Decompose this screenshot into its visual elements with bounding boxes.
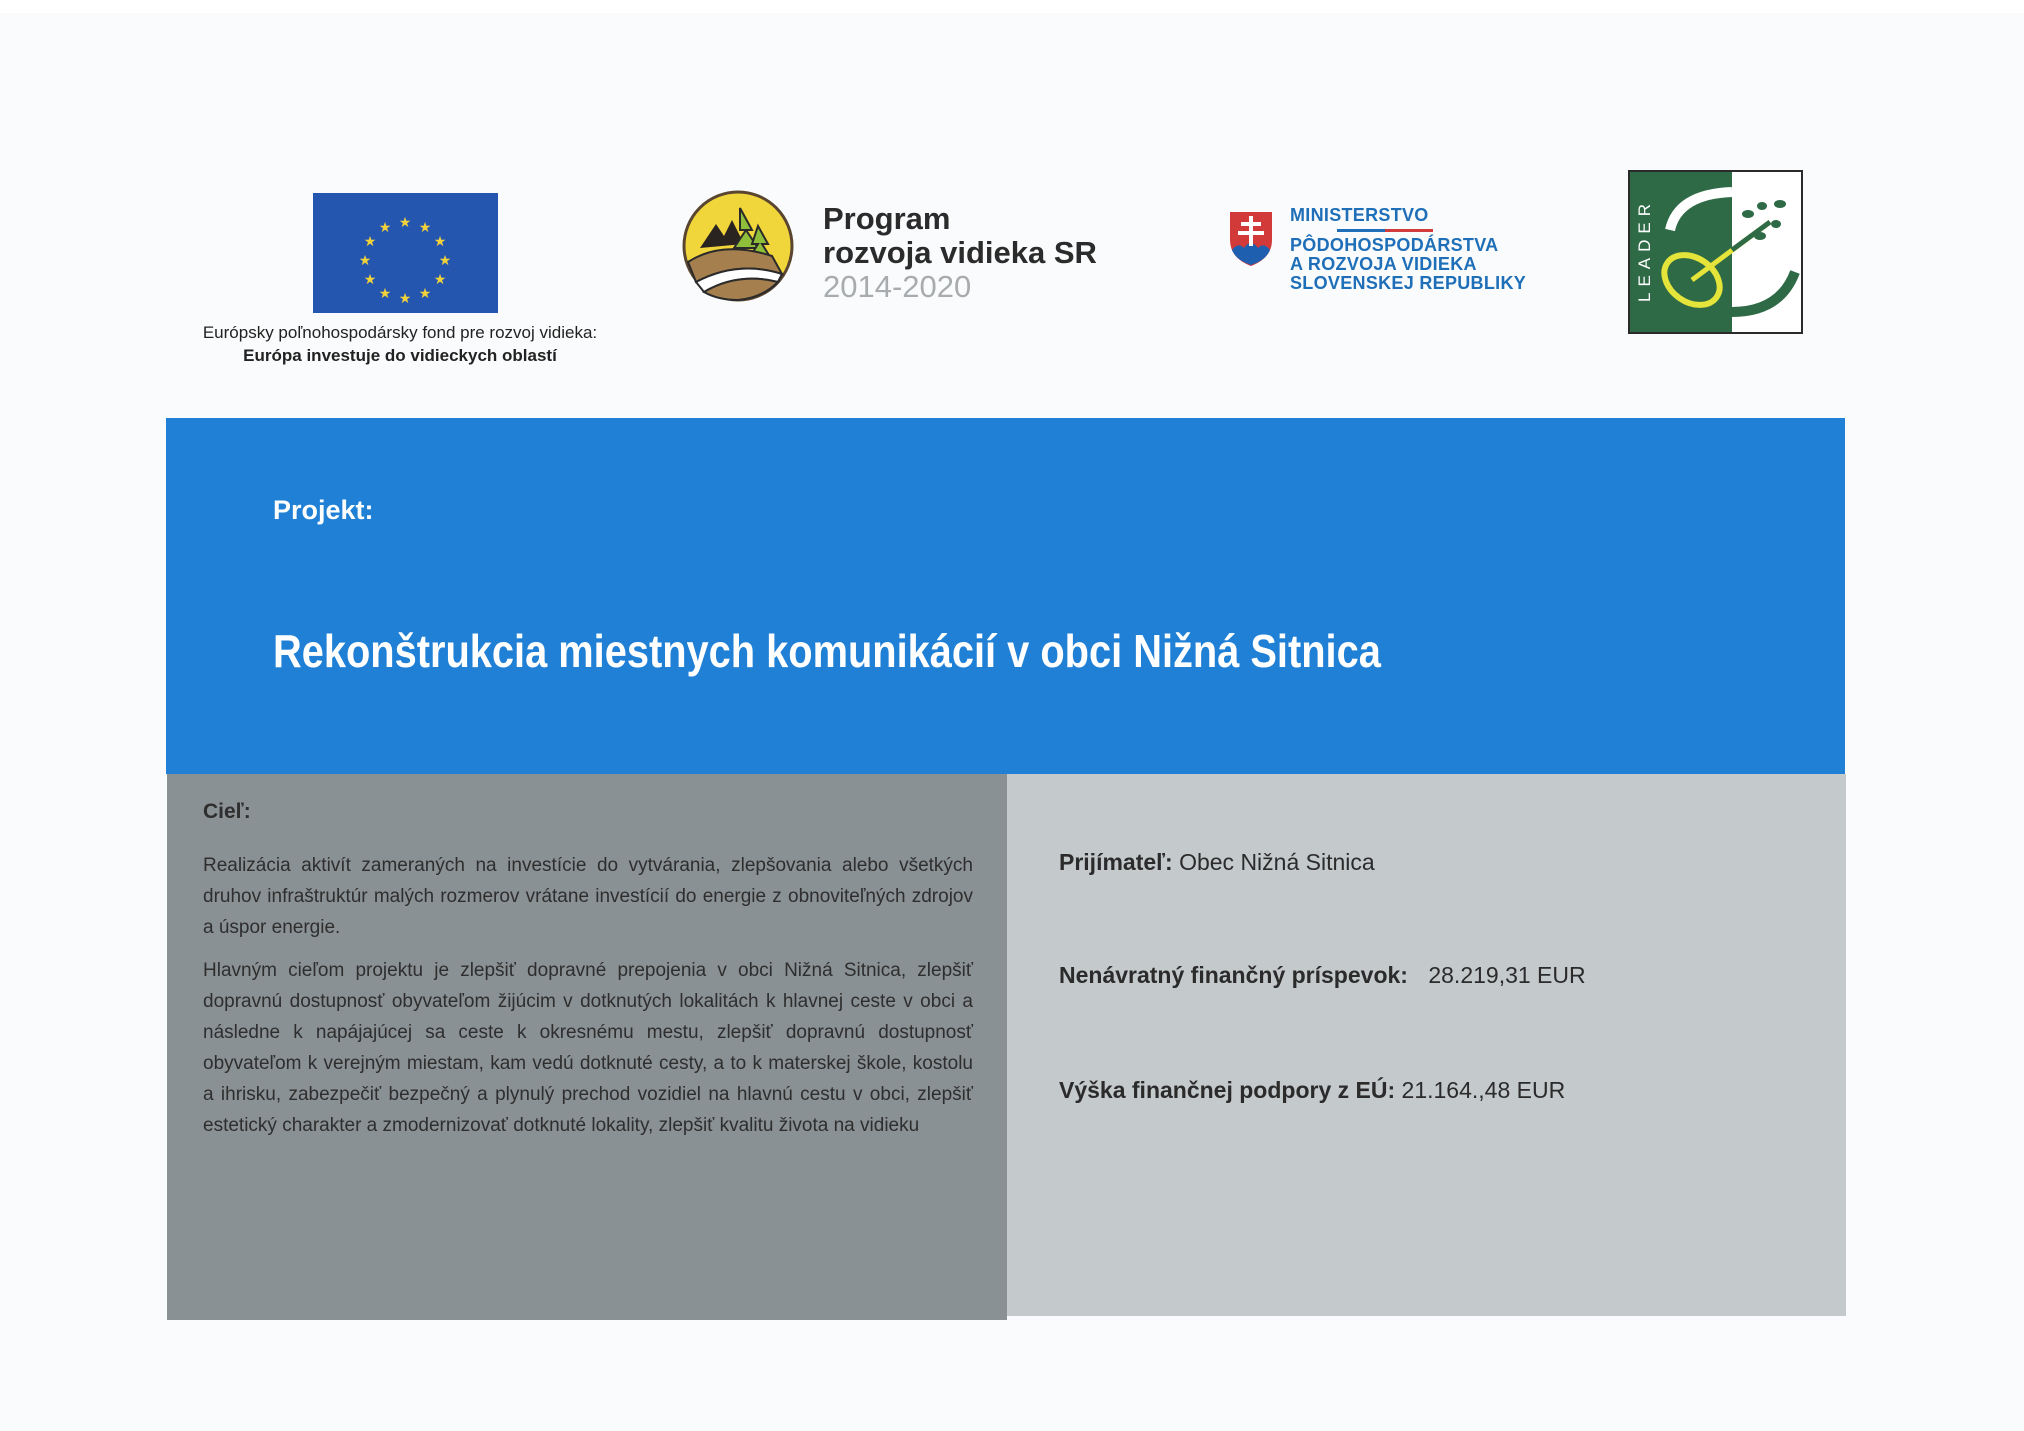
prv-line-1: Program [823,201,951,236]
ministry-line-4: SLOVENSKEJ REPUBLIKY [1290,273,1527,293]
svg-text:★: ★ [418,219,432,235]
eu-flag-icon [313,193,498,313]
ministry-divider [1337,229,1433,232]
recipient-row [1059,849,1375,876]
svg-text:LEADER: LEADER [1635,197,1654,302]
prv-program-title [823,202,1097,304]
recipient-value: Obec Nižná Sitnica [1179,849,1375,875]
eu-support-label: Výška finančnej podpory z EÚ: [1059,1077,1396,1103]
grant-row [1059,962,1586,989]
svg-text:★: ★ [378,285,392,301]
goal-paragraph-2: Hlavným cieľom projektu je zlepšiť dopravné prepojenia v obci Nižná Sitnica, zlepšiť dopravnú dostupnosť obyvateľom žijúcim v dotknutých lokalitách k hlavnej ceste v obci a následne k napájajúcej sa ceste k okresnému mestu, zlepšiť dopravnú dostupnosť obyvateľom k verejným miestam, kam vedú dotknuté cesty, a to k materskej škole, kostolu a ihrisku, zabezpečiť bezpečný a plynulý prechod vozidiel na hlavnú cestu v obci, zlepšiť estetický charakter a zmodernizovať dotknuté lokality, zlepšiť kvalitu života na vidieku [203,960,973,1136]
ministry-name [1290,206,1526,293]
scan-top-edge [0,0,2024,13]
svg-text:★: ★ [378,219,392,235]
recipient-label: Prijímateľ: [1059,849,1173,875]
svg-text:★: ★ [363,233,377,249]
prv-line-2: rozvoja vidieka SR [823,235,1097,270]
ministry-line-3: A ROZVOJA VIDIEKA [1290,254,1477,274]
svg-text:★: ★ [418,285,432,301]
leader-logo-icon [1628,170,1803,334]
grant-value: 28.219,31 EUR [1428,962,1586,988]
svg-text:★: ★ [358,252,372,268]
prv-years: 2014-2020 [823,269,972,304]
svg-text:★: ★ [363,271,377,287]
goal-heading: Cieľ: [203,800,251,823]
goal-paragraph-1: Realizácia aktivít zameraných na investície do vytvárania, zlepšovania alebo všetkých druhov infraštruktúr malých rozmerov vrátane investícií do energie z obnoviteľných zdrojov a úspor energie. [203,855,973,938]
eu-fund-slogan: Európa investuje do vidieckych oblastí [243,346,557,365]
svg-text:★: ★ [433,233,447,249]
ministry-line-1: MINISTERSTVO [1290,205,1429,225]
eu-fund-name: Európsky poľnohospodársky fond pre rozvoj vidieka: [202,323,598,342]
svg-text:★: ★ [438,252,452,268]
prv-emblem-icon [682,190,794,302]
eu-support-value: 21.164.,48 EUR [1401,1077,1566,1103]
project-label: Projekt: [273,495,374,525]
svg-text:★: ★ [398,214,412,230]
svg-text:★: ★ [433,271,447,287]
slovak-coat-of-arms-icon [1228,210,1274,268]
project-title: Rekonštrukcia miestnych komunikácií v obci Nižná Sitnica [273,625,1381,677]
eu-support-row [1059,1077,1565,1104]
goal-description [203,850,973,1153]
ministry-line-2: PÔDOHOSPODÁRSTVA [1290,235,1499,255]
eu-fund-caption [170,321,630,367]
grant-label: Nenávratný finančný príspevok: [1059,962,1408,988]
svg-text:★: ★ [398,290,412,306]
project-banner [166,418,1845,774]
